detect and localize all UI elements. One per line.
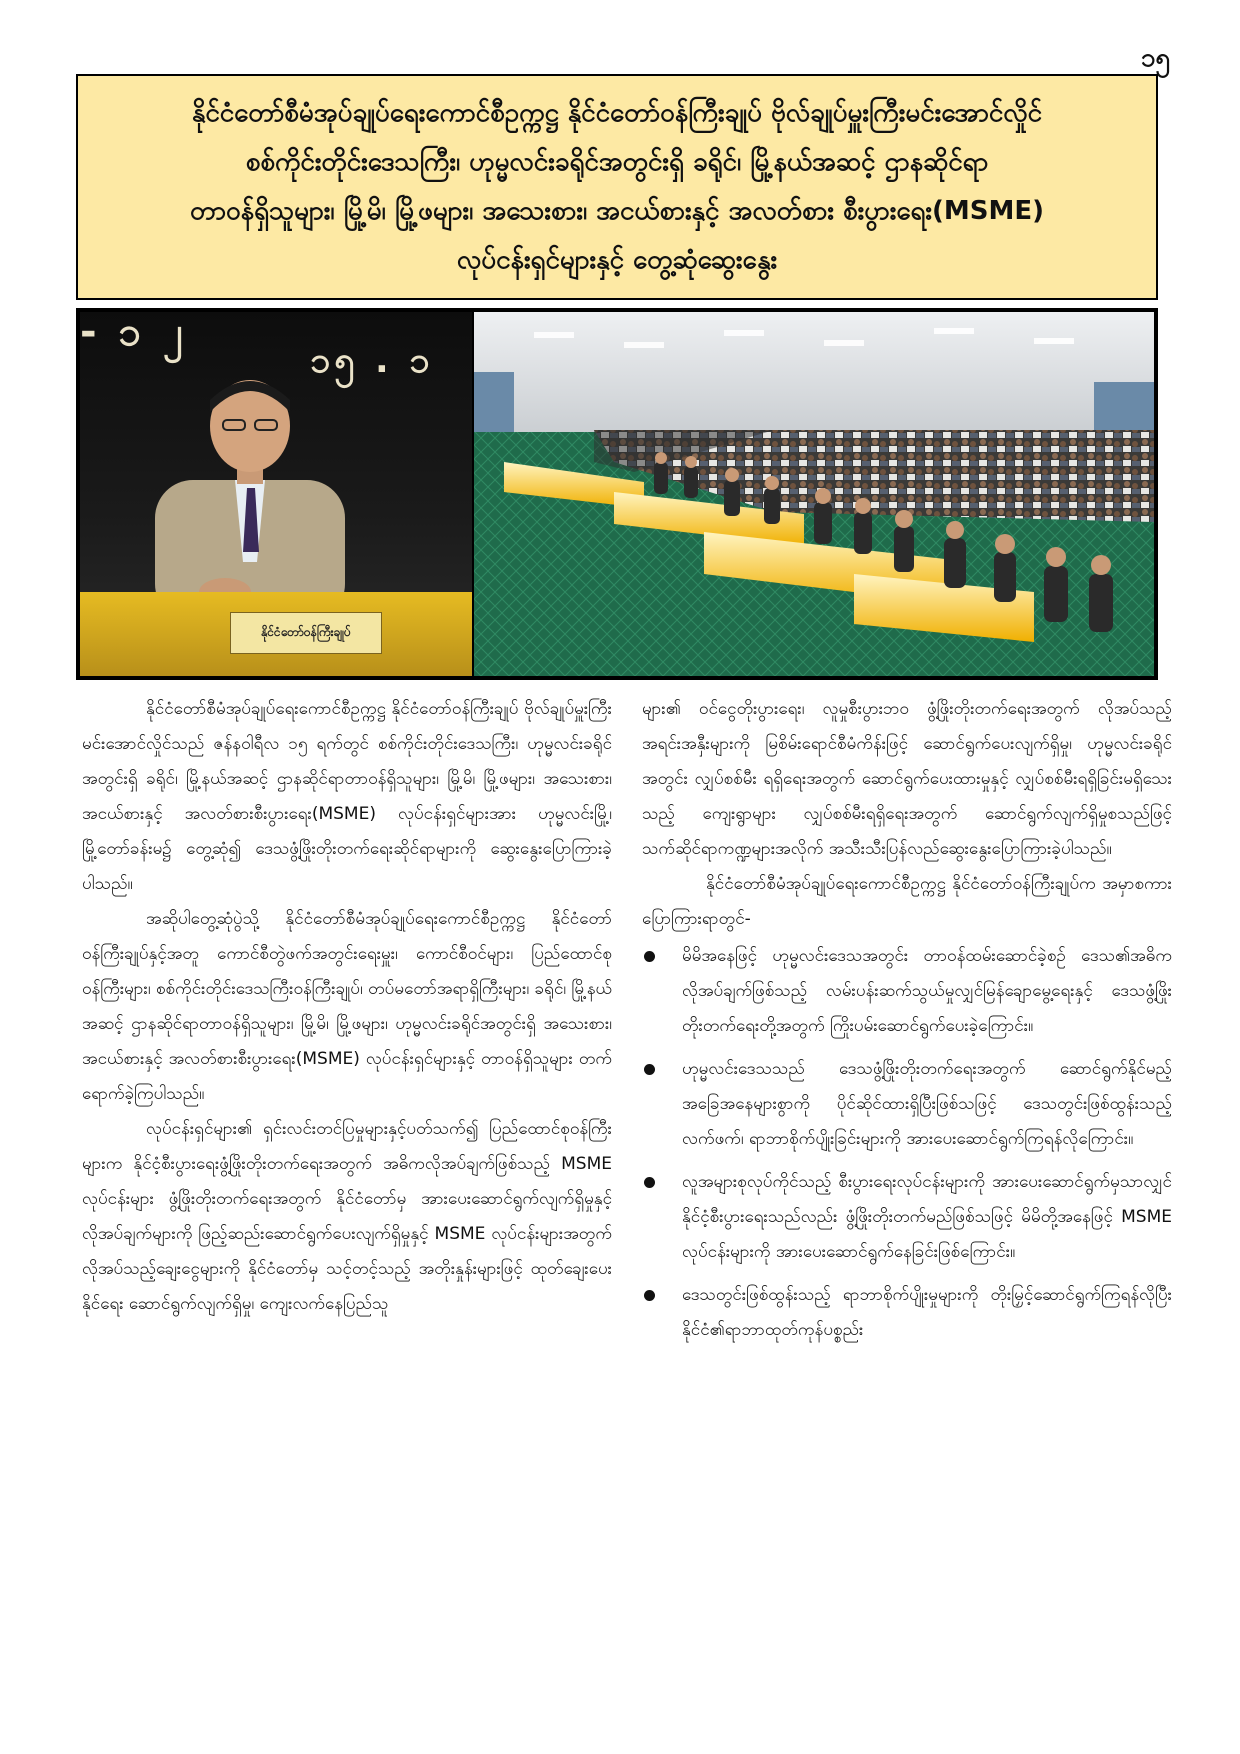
headline-line-1: နိုင်ငံတော်စီမံအုပ်ချုပ်ရေးကောင်စီဥက္ကဋ္ဌ နိုင်ငံတော်ဝန်ကြီးချုပ် ဗိုလ်ချုပ်မှူးကြီးမင်းအောင်လှိုင် [191,98,1043,128]
bullet-text: မိမိအနေဖြင့် ဟုမ္မလင်းဒေသအတွင်း တာဝန်ထမ်းဆောင်ခဲ့စဉ် ဒေသ၏အဓိကလိုအပ်ချက်ဖြစ်သည့် လမ်းပန်းဆက်သွယ်မှုလျှင်မြန်ချောမွေ့ရေးနှင့် ဒေသဖွံ့ဖြိုးတိုးတက်ရေးတို့အတွက် ကြိုးပမ်းဆောင်ရွက်ပေးခဲ့ကြောင်း။ [682,946,1172,1036]
bullet-dot-icon [644,1290,655,1301]
backdrop-text-top: - ၁ ၂ [80,312,187,355]
bullet-dot-icon [644,951,655,962]
page-number: ၁၅ [1140,43,1170,73]
photo-speaker [80,312,472,676]
bullet-item [642,1052,1172,1157]
bullet-item [642,1165,1172,1270]
article-column-left [82,692,612,1322]
photo-audience [474,312,1154,676]
headline-box [76,74,1158,300]
article-paragraph: အဆိုပါတွေ့ဆုံပွဲသို့ နိုင်ငံတော်စီမံအုပ်ချုပ်ရေးကောင်စီဥက္ကဋ္ဌ နိုင်ငံတော်ဝန်ကြီးချုပ်နှင့်အတူ ကောင်စီတွဲဖက်အတွင်းရေးမှူး၊ ကောင်စီဝင်များ၊ ပြည်ထောင်စုဝန်ကြီးများ၊ စစ်ကိုင်းတိုင်းဒေသကြီးဝန်ကြီးချုပ်၊ တပ်မတော်အရာရှိကြီးများ၊ ခရိုင်၊ မြို့နယ်အဆင့် ဌာနဆိုင်ရာတာဝန်ရှိသူများ၊ မြို့မိ၊ မြို့ဖများ၊ ဟုမ္မလင်းခရိုင်အတွင်းရှိ အသေးစား၊ အငယ်စားနှင့် အလတ်စားစီးပွားရေး(MSME) လုပ်ငန်းရှင်များနှင့် တာဝန်ရှိသူများ တက်ရောက်ခဲ့ကြပါသည်။ [82,909,612,1104]
bullet-text: ဟုမ္မလင်းဒေသသည် ဒေသဖွံ့ဖြိုးတိုးတက်ရေးအတွက် ဆောင်ရွက်နိုင်မည့် အခြေအနေများစွာကို ပိုင်ဆိုင်ထားရှိပြီးဖြစ်သဖြင့် ဒေသတွင်းဖြစ်ထွန်းသည့် လက်ဖက်၊ ရာဘာစိုက်ပျိုးခြင်းများကို အားပေးဆောင်ရွက်ကြရန်လိုကြောင်း။ [682,1059,1172,1149]
audience-scene [474,312,1154,676]
headline-line-2: စစ်ကိုင်းတိုင်းဒေသကြီး၊ ဟုမ္မလင်းခရိုင်အတွင်းရှိ ခရိုင်၊ မြို့နယ်အဆင့် ဌာနဆိုင်ရာ [245,147,989,177]
bullet-list [642,939,1172,1348]
speaker-figure [155,362,345,622]
nameplate: နိုင်ငံတော်ဝန်ကြီးချုပ် [230,612,382,654]
article-column-right [642,692,1172,1356]
backdrop-text-date: ၁၅ . ၁ [310,340,434,381]
article-paragraph: လုပ်ငန်းရှင်များ၏ ရှင်းလင်းတင်ပြမှုများနှင့်ပတ်သက်၍ ပြည်ထောင်စုဝန်ကြီးများက နိုင်ငံ့စီးပွားရေးဖွံ့ဖြိုးတိုးတက်ရေးအတွက် အဓိကလိုအပ်ချက်ဖြစ်သည့် MSME လုပ်ငန်းများ ဖွံ့ဖြိုးတိုးတက်ရေးအတွက် နိုင်ငံတော်မှ အားပေးဆောင်ရွက်လျက်ရှိမှုနှင့် လိုအပ်ချက်များကို ဖြည့်ဆည်းဆောင်ရွက်ပေးလျက်ရှိမှုနှင့် MSME လုပ်ငန်းများအတွက် လိုအပ်သည့်ချေးငွေများကို နိုင်ငံတော်မှ သင့်တင့်သည့် အတိုးနှုန်းများဖြင့် ထုတ်ချေးပေးနိုင်ရေး ဆောင်ရွက်လျက်ရှိမှု၊ ကျေးလက်နေပြည်သူ [82,1119,612,1314]
article-paragraph: နိုင်ငံတော်စီမံအုပ်ချုပ်ရေးကောင်စီဥက္ကဋ္ဌ နိုင်ငံတော်ဝန်ကြီးချုပ် ဗိုလ်ချုပ်မှူးကြီး မင်းအောင်လှိုင်သည် ဇန်နဝါရီလ ၁၅ ရက်တွင် စစ်ကိုင်းတိုင်းဒေသကြီး၊ ဟုမ္မလင်းခရိုင်အတွင်းရှိ ခရိုင်၊ မြို့နယ်အဆင့် ဌာနဆိုင်ရာတာဝန်ရှိသူများ၊ မြို့မိ၊ မြို့ဖများ၊ အသေးစား၊ အငယ်စားနှင့် အလတ်စားစီးပွားရေး(MSME) လုပ်ငန်းရှင်များအား ဟုမ္မလင်းမြို့၊ မြို့တော်ခန်းမ၌ တွေ့ဆုံ၍ ဒေသဖွံ့ဖြိုးတိုးတက်ရေးဆိုင်ရာများကို ဆွေးနွေးပြောကြားခဲ့ပါသည်။ [82,699,612,894]
article-paragraph-continued: များ၏ ဝင်ငွေတိုးပွားရေး၊ လူမှုစီးပွားဘဝ ဖွံ့ဖြိုးတိုးတက်ရေးအတွက် လိုအပ်သည့်အရင်းအနှီးများကို မြစိမ်းရောင်စီမံကိန်းဖြင့် ဆောင်ရွက်ပေးလျက်ရှိမှု၊ ဟုမ္မလင်းခရိုင်အတွင်း လျှပ်စစ်မီး ရရှိရေးအတွက် ဆောင်ရွက်ပေးထားမှုနှင့် လျှပ်စစ်မီးရရှိခြင်းမရှိသေးသည့် ကျေးရွာများ လျှပ်စစ်မီးရရှိရေးအတွက် ဆောင်ရွက်လျက်ရှိမှုစသည်ဖြင့် သက်ဆိုင်ရာကဏ္ဍများအလိုက် အသီးသီးပြန်လည်ဆွေးနွေးပြောကြားခဲ့ပါသည်။ [642,699,1172,859]
bullet-dot-icon [644,1064,655,1075]
article-paragraph: နိုင်ငံတော်စီမံအုပ်ချုပ်ရေးကောင်စီဥက္ကဋ္ဌ နိုင်ငံတော်ဝန်ကြီးချုပ်က အမှာစကား ပြောကြားရာတွင်- [642,874,1172,929]
headline-line-3: တာဝန်ရှိသူများ၊ မြို့မိ၊ မြို့ဖများ၊ အသေးစား၊ အငယ်စားနှင့် အလတ်စား စီးပွားရေး(MSME) [190,196,1044,226]
bullet-item [642,939,1172,1044]
bullet-dot-icon [644,1177,655,1188]
bullet-item [642,1278,1172,1348]
bullet-text: ဒေသတွင်းဖြစ်ထွန်းသည့် ရာဘာစိုက်ပျိုးမှုများကို တိုးမြှင့်ဆောင်ရွက်ကြရန်လိုပြီး နိုင်ငံ၏ရာဘာထုတ်ကုန်ပစ္စည်း [682,1285,1172,1340]
bullet-text: လူအများစုလုပ်ကိုင်သည့် စီးပွားရေးလုပ်ငန်းများကို အားပေးဆောင်ရွက်မှသာလျှင် နိုင်ငံ့စီးပွားရေးသည်လည်း ဖွံ့ဖြိုးတိုးတက်မည်ဖြစ်သဖြင့် မိမိတို့အနေဖြင့် MSME လုပ်ငန်းများကို အားပေးဆောင်ရွက်နေခြင်းဖြစ်ကြောင်း။ [682,1172,1172,1262]
photo-strip [76,308,1158,680]
headline-line-4: လုပ်ငန်းရှင်များနှင့် တွေ့ဆုံဆွေးနွေး [456,245,778,275]
